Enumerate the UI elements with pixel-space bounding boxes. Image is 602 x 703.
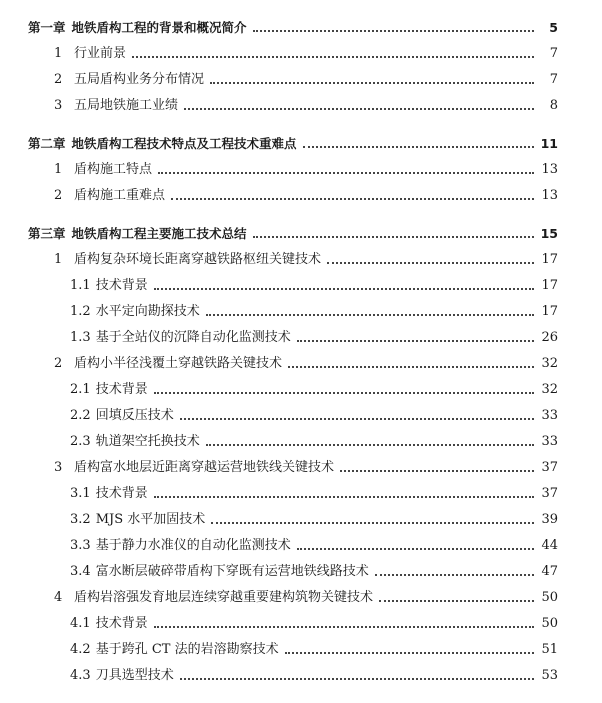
toc-subsection-entry[interactable] bbox=[0, 301, 602, 323]
toc-dot-leader bbox=[206, 444, 534, 446]
toc-subsection-entry[interactable] bbox=[0, 613, 602, 635]
toc-subsection-entry[interactable] bbox=[0, 275, 602, 297]
toc-entry-number: 4.3 bbox=[70, 668, 91, 683]
toc-entry-title: 盾构岩溶强发育地层连续穿越重要建构筑物关键技术 bbox=[74, 590, 374, 605]
toc-entry-page-number: 51 bbox=[541, 642, 558, 657]
toc-dot-leader bbox=[206, 314, 534, 316]
toc-subsection-entry[interactable] bbox=[0, 405, 602, 427]
toc-entry-page-number: 17 bbox=[541, 252, 558, 267]
toc-subsection-entry[interactable] bbox=[0, 509, 602, 531]
toc-entry-page-number: 44 bbox=[541, 538, 558, 553]
toc-entry-number: 2 bbox=[54, 356, 63, 371]
toc-subsection-entry[interactable] bbox=[0, 431, 602, 453]
toc-entry-title: 地铁盾构工程技术特点及工程技术重难点 bbox=[71, 136, 297, 151]
toc-entry-page-number: 13 bbox=[541, 162, 558, 177]
toc-entry-number: 2 bbox=[54, 188, 63, 203]
toc-dot-leader bbox=[180, 418, 534, 420]
toc-subsection-entry[interactable] bbox=[0, 327, 602, 349]
toc-subsection-entry[interactable] bbox=[0, 535, 602, 557]
toc-chapter-entry[interactable] bbox=[0, 223, 602, 245]
toc-dot-leader bbox=[184, 108, 534, 110]
toc-entry-number: 4.1 bbox=[70, 616, 91, 631]
toc-dot-leader bbox=[154, 496, 534, 498]
toc-entry-page-number: 33 bbox=[541, 434, 558, 449]
toc-entry-number: 3.3 bbox=[70, 538, 91, 553]
toc-entry-title: 盾构富水地层近距离穿越运营地铁线关键技术 bbox=[74, 460, 335, 475]
toc-entry-title: 技术背景 bbox=[95, 616, 148, 631]
toc-dot-leader bbox=[375, 574, 534, 576]
toc-entry-title: 地铁盾构工程的背景和概况简介 bbox=[71, 20, 247, 35]
toc-entry-number: 2.2 bbox=[70, 408, 91, 423]
toc-entry-title: 回填反压技术 bbox=[95, 408, 174, 423]
toc-entry-title: 五局地铁施工业绩 bbox=[74, 98, 179, 113]
toc-subsection-entry[interactable] bbox=[0, 665, 602, 687]
toc-entry-title: 地铁盾构工程主要施工技术总结 bbox=[71, 226, 247, 241]
toc-subsection-entry[interactable] bbox=[0, 379, 602, 401]
toc-entry-title: 刀具选型技术 bbox=[95, 668, 174, 683]
toc-dot-leader bbox=[154, 626, 534, 628]
toc-dot-leader bbox=[253, 236, 534, 238]
toc-entry-title: 水平定向勘探技术 bbox=[95, 304, 200, 319]
toc-dot-leader bbox=[211, 522, 534, 524]
toc-entry-page-number: 39 bbox=[541, 512, 558, 527]
toc-dot-leader bbox=[210, 82, 534, 84]
toc-entry-page-number: 7 bbox=[549, 46, 558, 61]
toc-entry-title: 轨道架空托换技术 bbox=[95, 434, 200, 449]
toc-entry-number: 3 bbox=[54, 98, 63, 113]
toc-entry-page-number: 8 bbox=[549, 98, 558, 113]
toc-entry-title: 盾构施工特点 bbox=[74, 162, 153, 177]
toc-dot-leader bbox=[288, 366, 534, 368]
toc-entry-number: 3.4 bbox=[70, 564, 91, 579]
toc-entry-number: 第二章 bbox=[28, 136, 66, 151]
toc-entry-number: 2.1 bbox=[70, 382, 91, 397]
toc-entry-number: 1 bbox=[54, 46, 63, 61]
toc-entry-page-number: 47 bbox=[541, 564, 558, 579]
toc-entry-number: 第一章 bbox=[28, 20, 66, 35]
toc-entry-number: 1 bbox=[54, 252, 63, 267]
toc-dot-leader bbox=[379, 600, 534, 602]
toc-dot-leader bbox=[297, 340, 534, 342]
toc-entry-number: 3.1 bbox=[70, 486, 91, 501]
toc-entry-number: 第三章 bbox=[28, 226, 66, 241]
toc-dot-leader bbox=[303, 146, 534, 148]
toc-entry-title: MJS 水平加固技术 bbox=[95, 512, 206, 527]
toc-entry-page-number: 50 bbox=[541, 590, 558, 605]
toc-entry-page-number: 37 bbox=[541, 486, 558, 501]
toc-entry-number: 4.2 bbox=[70, 642, 91, 657]
toc-entry-page-number: 7 bbox=[549, 72, 558, 87]
toc-entry-title: 盾构小半径浅覆土穿越铁路关键技术 bbox=[74, 356, 283, 371]
toc-entry-number: 3 bbox=[54, 460, 63, 475]
toc-entry-title: 基于全站仪的沉降自动化监测技术 bbox=[95, 330, 291, 345]
toc-entry-number: 2 bbox=[54, 72, 63, 87]
toc-entry-number: 3.2 bbox=[70, 512, 91, 527]
toc-entry-number: 2.3 bbox=[70, 434, 91, 449]
toc-entry-page-number: 15 bbox=[540, 226, 558, 241]
toc-dot-leader bbox=[340, 470, 534, 472]
toc-entry-title: 基于静力水准仪的自动化监测技术 bbox=[95, 538, 291, 553]
toc-entry-page-number: 33 bbox=[541, 408, 558, 423]
toc-section-entry[interactable] bbox=[0, 95, 602, 117]
toc-entry-page-number: 50 bbox=[541, 616, 558, 631]
toc-subsection-entry[interactable] bbox=[0, 561, 602, 583]
toc-entry-page-number: 17 bbox=[541, 304, 558, 319]
toc-entry-page-number: 32 bbox=[541, 356, 558, 371]
toc-dot-leader bbox=[158, 172, 534, 174]
toc-entry-number: 1.2 bbox=[70, 304, 91, 319]
toc-entry-title: 技术背景 bbox=[95, 278, 148, 293]
toc-entry-number: 4 bbox=[54, 590, 63, 605]
toc-entry-title: 技术背景 bbox=[95, 486, 148, 501]
toc-dot-leader bbox=[132, 56, 534, 58]
toc-entry-title: 五局盾构业务分布情况 bbox=[74, 72, 205, 87]
toc-chapter-entry[interactable] bbox=[0, 17, 602, 39]
toc-entry-page-number: 53 bbox=[541, 668, 558, 683]
toc-section-entry[interactable] bbox=[0, 249, 602, 271]
toc-entry-number: 1.1 bbox=[70, 278, 91, 293]
toc-chapter-entry[interactable] bbox=[0, 133, 602, 155]
toc-section-entry[interactable] bbox=[0, 353, 602, 375]
toc-dot-leader bbox=[180, 678, 534, 680]
toc-subsection-entry[interactable] bbox=[0, 639, 602, 661]
toc-entry-page-number: 37 bbox=[541, 460, 558, 475]
toc-dot-leader bbox=[154, 392, 534, 394]
toc-entry-number: 1 bbox=[54, 162, 63, 177]
toc-entry-page-number: 26 bbox=[541, 330, 558, 345]
toc-entry-page-number: 32 bbox=[541, 382, 558, 397]
toc-entry-title: 盾构施工重难点 bbox=[74, 188, 166, 203]
toc-dot-leader bbox=[253, 30, 534, 32]
toc-entry-title: 基于跨孔 CT 法的岩溶勘察技术 bbox=[95, 642, 279, 657]
toc-dot-leader bbox=[327, 262, 534, 264]
toc-dot-leader bbox=[171, 198, 534, 200]
toc-subsection-entry[interactable] bbox=[0, 483, 602, 505]
toc-section-entry[interactable] bbox=[0, 457, 602, 479]
toc-dot-leader bbox=[154, 288, 534, 290]
toc-entry-page-number: 17 bbox=[541, 278, 558, 293]
toc-entry-title: 富水断层破碎带盾构下穿既有运营地铁线路技术 bbox=[95, 564, 369, 579]
toc-dot-leader bbox=[297, 548, 534, 550]
toc-entry-page-number: 11 bbox=[540, 136, 558, 151]
toc-entry-page-number: 13 bbox=[541, 188, 558, 203]
toc-entry-title: 技术背景 bbox=[95, 382, 148, 397]
toc-entry-title: 行业前景 bbox=[74, 46, 127, 61]
toc-section-entry[interactable] bbox=[0, 587, 602, 609]
toc-entry-number: 1.3 bbox=[70, 330, 91, 345]
toc-section-entry[interactable] bbox=[0, 69, 602, 91]
toc-entry-page-number: 5 bbox=[549, 20, 558, 35]
toc-dot-leader bbox=[285, 652, 534, 654]
toc-section-entry[interactable] bbox=[0, 185, 602, 207]
toc-section-entry[interactable] bbox=[0, 159, 602, 181]
toc-entry-title: 盾构复杂环境长距离穿越铁路枢纽关键技术 bbox=[74, 252, 322, 267]
toc-section-entry[interactable] bbox=[0, 43, 602, 65]
